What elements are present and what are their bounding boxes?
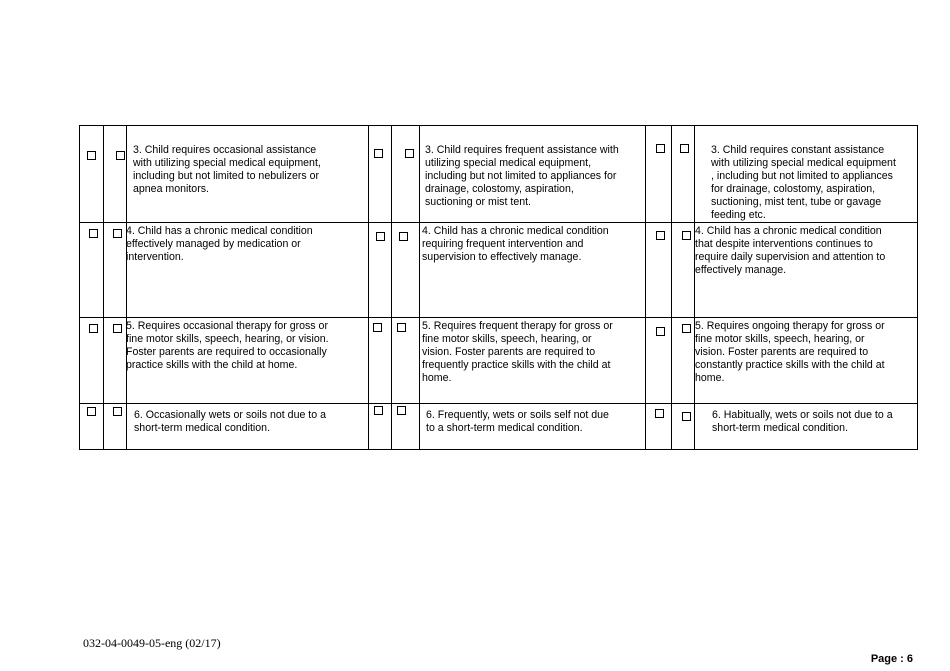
checkbox-row4-occasional-a[interactable] xyxy=(89,229,98,238)
checkbox-row4-constant-a[interactable] xyxy=(656,231,665,240)
checkbox-row6-occasional-b[interactable] xyxy=(113,407,122,416)
criteria-6-occasional: 6. Occasionally wets or soils not due to a short-term medical condition. xyxy=(134,409,326,435)
checkbox-row5-constant-a[interactable] xyxy=(656,327,665,336)
checkbox-row6-occasional-a[interactable] xyxy=(87,407,96,416)
checkbox-row3-constant-a[interactable] xyxy=(656,144,665,153)
checkbox-row4-occasional-b[interactable] xyxy=(113,229,122,238)
checkbox-row4-constant-b[interactable] xyxy=(682,231,691,240)
column-divider xyxy=(391,126,392,449)
criteria-4-occasional: 4. Child has a chronic medical condition effectively managed by medication or intervention. xyxy=(126,225,313,264)
criteria-4-frequent: 4. Child has a chronic medical condition requiring frequent intervention and supervision to effectively manage. xyxy=(422,225,609,264)
checkbox-row6-habitual-b[interactable] xyxy=(682,412,691,421)
checkbox-row3-frequent-a[interactable] xyxy=(374,149,383,158)
column-divider xyxy=(103,126,104,449)
criteria-5-frequent: 5. Requires frequent therapy for gross or fine motor skills, speech, hearing, or vision. Foster parents are required to frequently practice skills with the child at home. xyxy=(422,320,613,385)
criteria-3-frequent: 3. Child requires frequent assistance with utilizing special medical equipment, including but not limited to appliances for drainage, colostomy, aspiration, suctioning or mist tent. xyxy=(425,144,619,209)
checkbox-row5-constant-b[interactable] xyxy=(682,324,691,333)
criteria-6-habitual: 6. Habitually, wets or soils not due to a short-term medical condition. xyxy=(712,409,893,435)
checkbox-row3-frequent-b[interactable] xyxy=(405,149,414,158)
column-divider xyxy=(368,126,369,449)
checkbox-row3-occasional-b[interactable] xyxy=(116,151,125,160)
column-divider xyxy=(694,126,695,449)
form-code: 032-04-0049-05-eng (02/17) xyxy=(83,636,221,650)
page-number: Page : 6 xyxy=(870,653,913,665)
checkbox-row6-frequent-a[interactable] xyxy=(374,406,383,415)
row-divider xyxy=(80,403,917,404)
checkbox-row6-habitual-a[interactable] xyxy=(655,409,664,418)
column-divider xyxy=(645,126,646,449)
column-divider xyxy=(126,126,127,449)
checkbox-row6-frequent-b[interactable] xyxy=(397,406,406,415)
criteria-5-occasional: 5. Requires occasional therapy for gross or fine motor skills, speech, hearing, or vision. Foster parents are required to occasionally practice skills with the child at home. xyxy=(126,320,329,372)
checkbox-row5-occasional-b[interactable] xyxy=(113,324,122,333)
criteria-6-frequent: 6. Frequently, wets or soils self not due to a short-term medical condition. xyxy=(426,409,609,435)
criteria-5-constant: 5. Requires ongoing therapy for gross or fine motor skills, speech, hearing, or vision. Foster parents are required to constantly practice skills with the child at home. xyxy=(695,320,885,385)
checkbox-row3-occasional-a[interactable] xyxy=(87,151,96,160)
criteria-3-occasional: 3. Child requires occasional assistance with utilizing special medical equipment, including but not limited to nebulizers or apnea monitors. xyxy=(133,144,321,196)
criteria-4-constant: 4. Child has a chronic medical condition that despite interventions continues to require daily supervision and attention to effectively manage. xyxy=(695,225,886,277)
column-divider xyxy=(419,126,420,449)
assessment-table xyxy=(79,125,918,450)
checkbox-row3-constant-b[interactable] xyxy=(680,144,689,153)
checkbox-row5-frequent-a[interactable] xyxy=(373,323,382,332)
checkbox-row5-occasional-a[interactable] xyxy=(89,324,98,333)
column-divider xyxy=(671,126,672,449)
checkbox-row5-frequent-b[interactable] xyxy=(397,323,406,332)
row-divider xyxy=(80,317,917,318)
checkbox-row4-frequent-a[interactable] xyxy=(376,232,385,241)
criteria-3-constant: 3. Child requires constant assistance with utilizing special medical equipment , including but not limited to appliances for drainage, colostomy, aspiration, suctioning, mist tent, tube or gavage feeding etc. xyxy=(711,144,896,222)
checkbox-row4-frequent-b[interactable] xyxy=(399,232,408,241)
